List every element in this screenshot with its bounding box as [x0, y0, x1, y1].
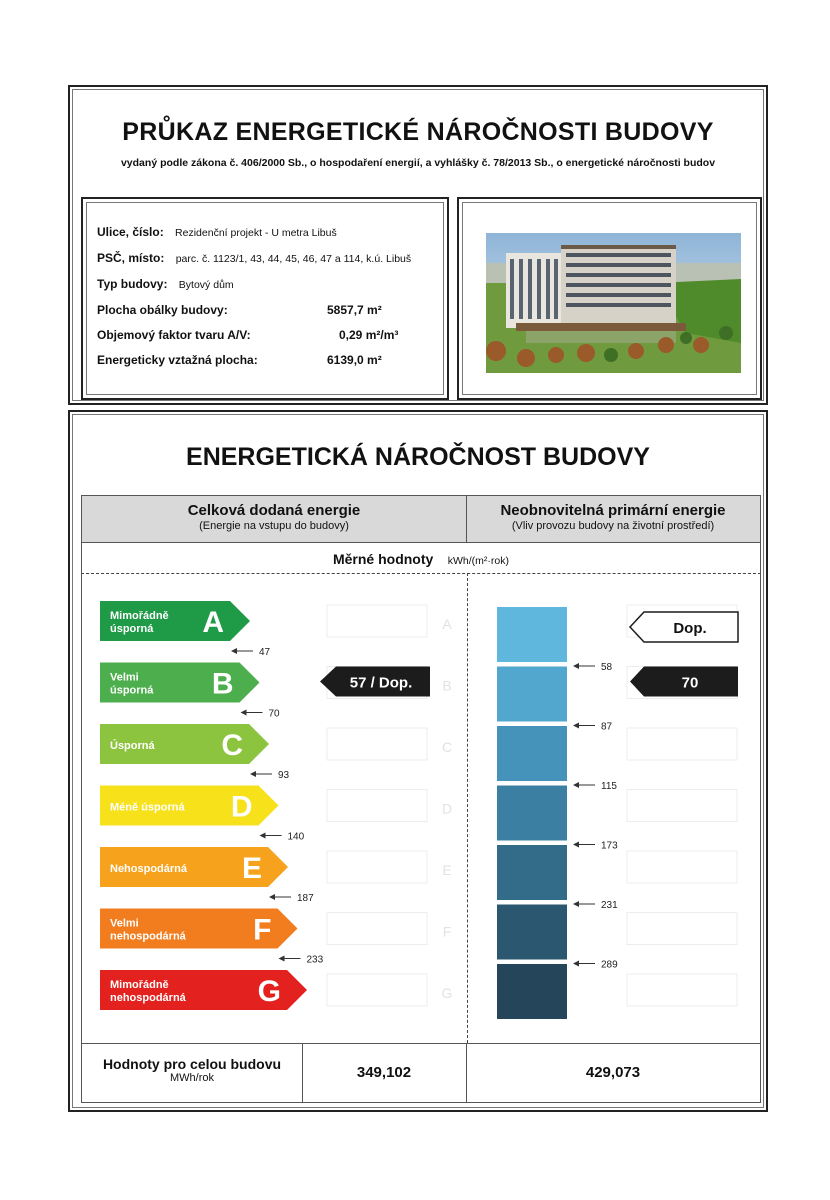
psc-value: parc. č. 1123/1, 43, 44, 45, 46, 47 a 114, k.ú. Libuš — [175, 253, 412, 265]
photo-inner-frame — [462, 202, 757, 395]
building-info-panel — [68, 85, 768, 405]
primary-limit-value-2: 87 — [601, 721, 613, 733]
ghost-letter-d: D — [441, 800, 453, 817]
class-label-f: Velmi — [110, 917, 139, 930]
primary-energy-bar-2 — [497, 667, 567, 722]
dashed-column-divider — [467, 573, 468, 1043]
shape-value: 0,29 m²/m³ — [339, 328, 399, 342]
psc-row — [97, 251, 411, 265]
envelope-value: 5857,7 m² — [327, 303, 382, 317]
primary-limit-arrow-6 — [573, 961, 579, 967]
primary-energy-bar-7 — [497, 964, 567, 1019]
primary-limit-arrow-3 — [573, 782, 579, 788]
left-column-title: Celková dodaná energie — [187, 502, 361, 519]
class-label-g: Mimořádně — [110, 979, 169, 991]
specific-values-unit: kWh/(m²·rok) — [447, 555, 510, 567]
class-letter-g: G — [257, 975, 281, 1008]
psc-label: PSČ, místo: — [97, 251, 165, 265]
class-label-f: nehospodárná — [110, 930, 186, 943]
ghost-box-right-f — [627, 913, 737, 945]
limit-arrow-e — [269, 894, 275, 900]
info-box — [81, 197, 449, 400]
class-label-c: Úsporná — [110, 740, 155, 752]
ghost-box-right-d — [627, 790, 737, 822]
class-letter-f: F — [253, 913, 272, 947]
primary-energy-indicator-label: 70 — [681, 674, 699, 692]
shape-label: Objemový faktor tvaru A/V: — [97, 328, 251, 342]
primary-limit-arrow-5 — [573, 901, 579, 907]
primary-energy-bar-3 — [497, 726, 567, 781]
class-letter-e: E — [241, 852, 262, 885]
ghost-letter-c: C — [441, 739, 453, 755]
primary-energy-bar-1 — [497, 607, 567, 662]
street-label: Ulice, číslo: — [97, 225, 164, 239]
limit-value-c: 93 — [278, 770, 290, 781]
energy-performance-inner-frame — [72, 414, 764, 1108]
limit-value-a: 47 — [259, 647, 271, 658]
class-label-b: Velmi — [110, 671, 139, 684]
class-letter-c: C — [221, 729, 243, 762]
type-row — [97, 277, 234, 291]
ghost-letter-a: A — [442, 616, 452, 632]
class-letter-b: B — [211, 667, 234, 701]
building-photo — [486, 233, 741, 373]
class-label-a: úsporná — [110, 623, 154, 635]
limit-arrow-a — [231, 648, 237, 654]
street-row — [97, 225, 337, 239]
totals-unit: MWh/rok — [170, 1072, 214, 1084]
limit-value-f: 233 — [306, 954, 324, 966]
limit-value-e: 187 — [297, 893, 314, 904]
left-column-header — [82, 502, 466, 532]
limit-arrow-c — [250, 771, 256, 777]
right-column-subtitle: (Vliv provozu budovy na životní prostředí) — [511, 520, 715, 532]
totals-primary-energy-value: 429,073 — [585, 1064, 641, 1081]
primary-limit-arrow-4 — [573, 842, 579, 848]
area-label: Energeticky vztažná plocha: — [97, 353, 258, 367]
type-label: Typ budovy: — [97, 277, 168, 291]
primary-limit-value-4: 173 — [601, 840, 618, 852]
totals-row — [81, 1043, 761, 1103]
primary-energy-bar-6 — [497, 905, 567, 960]
left-column-subtitle: (Energie na vstupu do budovy) — [199, 520, 349, 532]
class-label-d: Méně úsporná — [110, 801, 185, 814]
ghost-box-right-e — [627, 851, 737, 883]
primary-limit-value-5: 231 — [601, 900, 618, 911]
totals-label-cell — [82, 1056, 302, 1084]
limit-value-b: 70 — [268, 708, 280, 720]
ghost-box-left-e — [327, 851, 427, 883]
class-letter-a: A — [202, 606, 224, 639]
class-label-a: Mimořádně — [110, 610, 169, 622]
ghost-box-left-d — [327, 790, 427, 822]
info-inner-frame — [86, 202, 444, 395]
primary-limit-value-1: 58 — [601, 662, 613, 673]
ghost-box-left-f — [327, 913, 427, 945]
class-letter-d: D — [230, 790, 253, 824]
limit-arrow-d — [260, 833, 266, 839]
delivered-energy-indicator-label: 57 / Dop. — [349, 674, 413, 692]
envelope-row — [97, 303, 228, 317]
primary-limit-arrow-1 — [573, 663, 579, 669]
section-title: ENERGETICKÁ NÁROČNOST BUDOVY — [186, 443, 650, 471]
primary-energy-bar-4 — [497, 786, 567, 841]
class-label-e: Nehospodárná — [110, 863, 188, 875]
street-value: Rezidenční projekt - U metra Libuš — [175, 227, 337, 239]
envelope-label: Plocha obálky budovy: — [97, 303, 228, 317]
primary-limit-arrow-2 — [573, 723, 579, 729]
ghost-box-right-c — [627, 728, 737, 760]
primary-limit-value-3: 115 — [601, 781, 617, 792]
area-value: 6139,0 m² — [327, 353, 382, 367]
document-subtitle: vydaný podle zákona č. 406/2000 Sb., o hospodaření energií, a vyhlášky č. 78/2013 Sb., o energetické náročnosti budov — [120, 157, 716, 169]
area-row — [97, 353, 258, 367]
ghost-letter-e: E — [442, 862, 452, 878]
class-label-b: úsporná — [110, 684, 154, 697]
specific-values-title: Měrné hodnoty — [332, 551, 434, 567]
energy-scale-svg — [82, 573, 760, 1043]
primary-energy-requirement-label: Dop. — [673, 620, 707, 637]
building-info-inner-frame — [72, 89, 764, 401]
ghost-letter-g: G — [441, 985, 453, 1001]
primary-limit-value-6: 289 — [601, 959, 618, 971]
energy-scale-chart — [81, 573, 761, 1043]
ghost-box-left-a — [327, 605, 427, 637]
ghost-letter-f: F — [442, 923, 452, 940]
ghost-box-left-g — [327, 974, 427, 1006]
type-value: Bytový dům — [178, 279, 234, 291]
ghost-box-right-g — [627, 974, 737, 1006]
ghost-box-left-c — [327, 728, 427, 760]
specific-values-row — [81, 543, 761, 573]
ghost-letter-b: B — [442, 677, 452, 694]
limit-value-d: 140 — [287, 831, 305, 843]
photo-box — [457, 197, 762, 400]
right-column-title: Neobnovitelná primární energie — [500, 502, 726, 519]
shape-row — [97, 328, 251, 342]
class-label-g: nehospodárná — [110, 992, 186, 1004]
document-title: PRŮKAZ ENERGETICKÉ NÁROČNOSTI BUDOVY — [122, 118, 714, 146]
energy-performance-panel — [68, 410, 768, 1112]
column-headers — [81, 495, 761, 543]
totals-delivered-energy-value: 349,102 — [356, 1064, 412, 1081]
totals-label: Hodnoty pro celou budovu — [102, 1056, 282, 1072]
right-column-header — [466, 502, 760, 532]
limit-arrow-b — [241, 710, 247, 716]
limit-arrow-f — [279, 956, 285, 962]
primary-energy-bar-5 — [497, 845, 567, 900]
